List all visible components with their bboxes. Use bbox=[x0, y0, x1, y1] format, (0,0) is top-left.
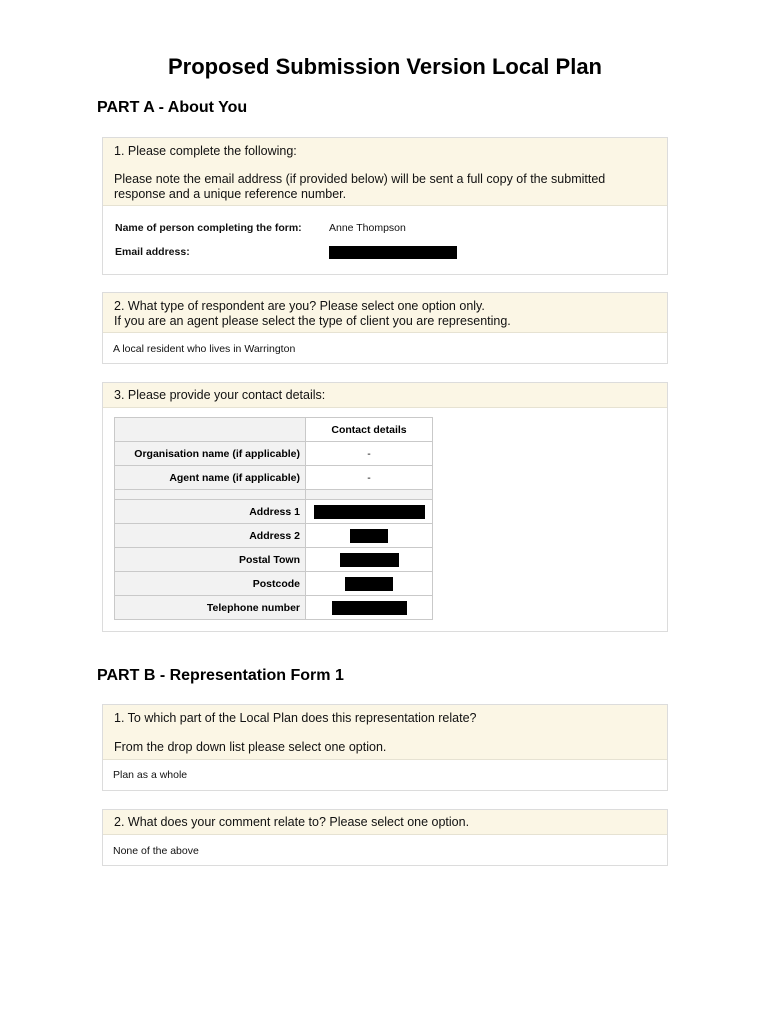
question-b1: 1. To which part of the Local Plan does this representation relate? bbox=[114, 711, 477, 725]
respondent-type-answer: A local resident who lives in Warrington bbox=[113, 343, 296, 355]
question-a3: 3. Please provide your contact details: bbox=[114, 388, 326, 402]
town-redaction bbox=[340, 553, 399, 567]
org-value: - bbox=[306, 442, 433, 466]
address2-row bbox=[115, 524, 433, 548]
contact-details-table bbox=[114, 417, 433, 620]
phone-row bbox=[115, 596, 433, 620]
agent-row bbox=[115, 466, 433, 490]
part-a-heading: PART A - About You bbox=[97, 99, 248, 116]
section-b2-header bbox=[103, 810, 667, 835]
name-label: Name of person completing the form: bbox=[115, 222, 302, 234]
address1-label: Address 1 bbox=[115, 500, 306, 524]
town-row bbox=[115, 548, 433, 572]
document-title: Proposed Submission Version Local Plan bbox=[168, 54, 602, 79]
address2-label: Address 2 bbox=[115, 524, 306, 548]
section-a2 bbox=[102, 292, 668, 364]
phone-redaction bbox=[332, 601, 407, 615]
section-b2 bbox=[102, 809, 668, 866]
section-a1 bbox=[102, 137, 668, 275]
question-a2-line1: 2. What type of respondent are you? Please select one option only. bbox=[114, 299, 485, 313]
section-a3-header bbox=[103, 383, 667, 408]
address1-redaction bbox=[314, 505, 425, 519]
org-label: Organisation name (if applicable) bbox=[115, 442, 306, 466]
phone-label: Telephone number bbox=[115, 596, 306, 620]
question-b2: 2. What does your comment relate to? Please select one option. bbox=[114, 815, 470, 829]
question-a1: 1. Please complete the following: bbox=[114, 144, 297, 158]
table-spacer bbox=[115, 490, 433, 500]
agent-label: Agent name (if applicable) bbox=[115, 466, 306, 490]
comment-relates-answer: None of the above bbox=[113, 845, 199, 857]
section-a2-body bbox=[103, 333, 667, 355]
plan-part-answer: Plan as a whole bbox=[113, 769, 188, 781]
town-label: Postal Town bbox=[115, 548, 306, 572]
postcode-label: Postcode bbox=[115, 572, 306, 596]
postcode-redaction bbox=[345, 577, 393, 591]
question-b1-instruction: From the drop down list please select one option. bbox=[114, 740, 387, 754]
address1-row bbox=[115, 500, 433, 524]
agent-value: - bbox=[306, 466, 433, 490]
part-b-heading: PART B - Representation Form 1 bbox=[97, 667, 344, 684]
postcode-row bbox=[115, 572, 433, 596]
question-a1-note: Please note the email address (if provided below) will be sent a full copy of the submitted response and a unique reference number. bbox=[114, 172, 606, 201]
section-b2-body bbox=[103, 835, 667, 857]
contact-header-row bbox=[115, 418, 433, 442]
section-a2-header bbox=[103, 293, 667, 333]
address2-redaction bbox=[350, 529, 388, 543]
section-a3 bbox=[102, 382, 668, 632]
section-a1-header bbox=[103, 138, 667, 206]
email-label: Email address: bbox=[115, 246, 190, 258]
name-value: Anne Thompson bbox=[329, 222, 406, 234]
section-b1-header bbox=[103, 705, 667, 760]
question-a2-line2: If you are an agent please select the type of client you are representing. bbox=[114, 314, 511, 328]
email-redaction bbox=[329, 246, 457, 259]
section-a1-body bbox=[103, 206, 667, 274]
section-b1-body bbox=[103, 760, 667, 781]
section-b1 bbox=[102, 704, 668, 791]
org-row bbox=[115, 442, 433, 466]
contact-details-header: Contact details bbox=[306, 418, 433, 442]
